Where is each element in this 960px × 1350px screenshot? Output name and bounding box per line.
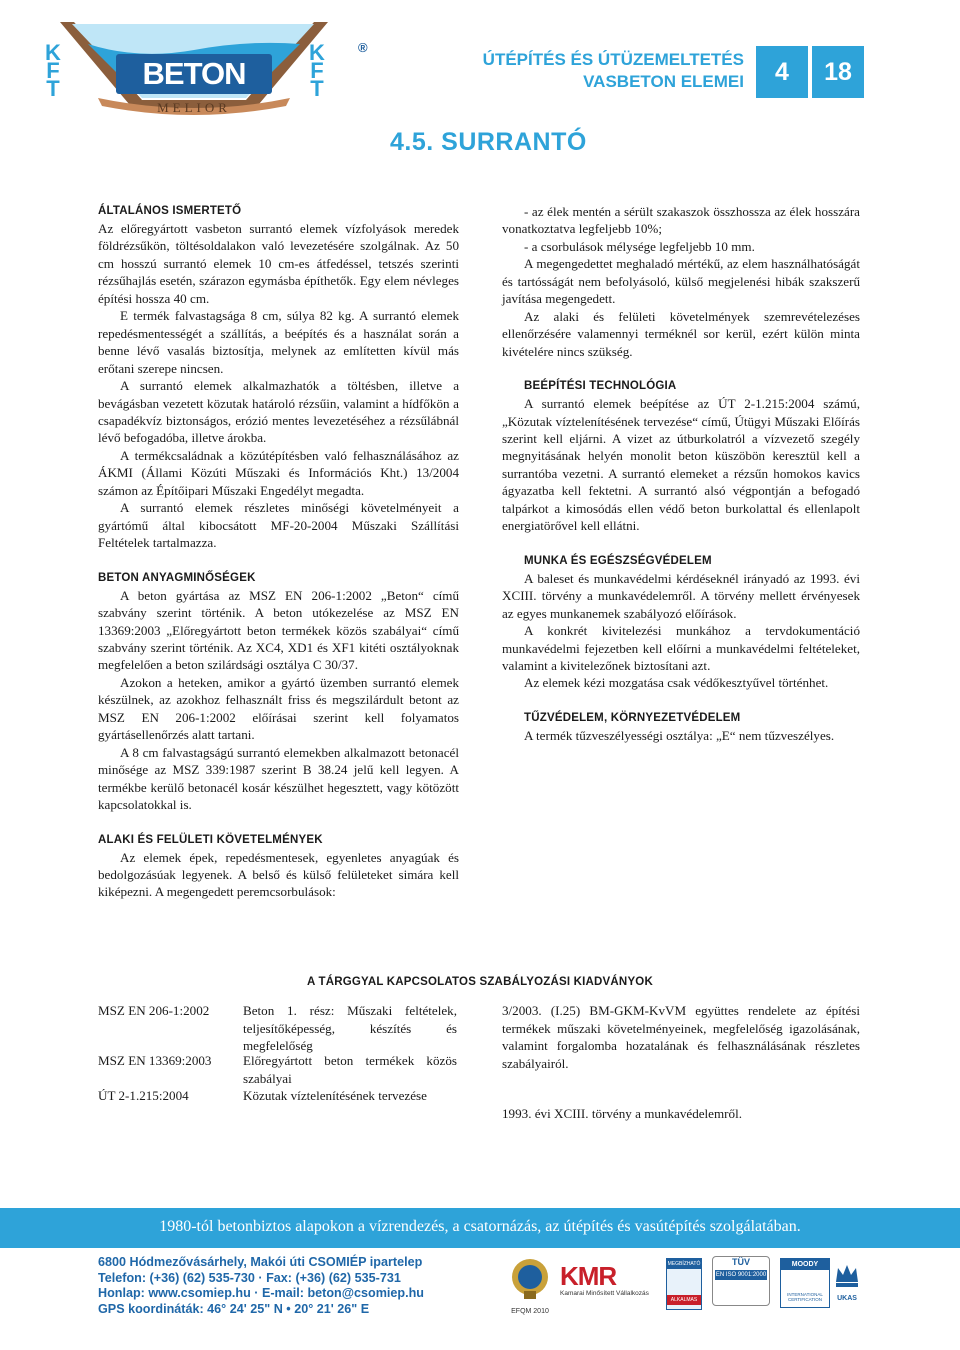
paragraph: Az előregyártott vasbeton surrantó elemek vízfolyások meredek földrézsűkön, töltésoldalakon való levezetésére szolgálnak. Az 50 cm hosszú surrantó elemek 10 cm-es átfedéssel, tetszés szerinti rézsűhajlás esetén, szárazon egymásba építhetők. Egy elem névleges építési hossza 40 cm. [98, 221, 459, 306]
regulations-heading: A TÁRGGYAL KAPCSOLATOS SZABÁLYOZÁSI KIADVÁNYOK [307, 976, 653, 988]
paragraph: E termék falvastagsága 8 cm, súlya 82 kg. A surrantó elemek repedésmentességét a szállítás, a beépítés és a használat során a benne lévő vasalás biztosítja, melynek az említetten kívül más erőtani szerepe nincsen. [98, 308, 459, 376]
footer-contact [98, 1255, 424, 1317]
kft-letters-right: K F T [309, 40, 325, 101]
chapter-badge: 4 [756, 46, 808, 98]
list-item: - a csorbulások mélysége legfeljebb 10 mm. [524, 238, 755, 254]
address: 6800 Hódmezővásárhely, Makói úti CSOMIÉP ipartelep [98, 1255, 423, 1269]
regulation-code: MSZ EN 206-1:2002 [98, 1003, 210, 1018]
section-title: 4.5. SURRANTÓ [390, 128, 587, 156]
header-title-line2: VASBETON ELEMEI [583, 72, 744, 91]
efqm-award-icon [505, 1255, 555, 1313]
moody-sub: INTERNATIONAL CERTIFICATION [787, 1292, 823, 1302]
reliable-company-badge [666, 1258, 702, 1310]
phone-fax: Telefon: (+36) (62) 535-730 · Fax: (+36) (62) 535-731 [98, 1270, 401, 1285]
decree-code: 3/2003. (I.25) BM-GKM-KvVM [502, 1003, 687, 1018]
efqm-label: EFQM 2010 [511, 1308, 549, 1315]
decree-desc: együttes rendelete az építési termékek műszaki követelményeinek, megfelelőség igazolásának, valamint forgalomba hozatalának és felhasználásának részletes szabályairól. [502, 1003, 860, 1071]
badge-title: MEGBÍZHATÓ [667, 1261, 701, 1267]
heading-shape: ALAKI ÉS FELÜLETI KÖVETELMÉNYEK [98, 833, 323, 846]
ukas-label: UKAS [837, 1295, 857, 1302]
heading-installation: BEÉPÍTÉSI TECHNOLÓGIA [524, 380, 677, 393]
tuv-label: TÜV [732, 1257, 750, 1267]
gps-coordinates: GPS koordináták: 46° 24' 25" N • 20° 21' 26" E [98, 1301, 370, 1316]
kmr-logo [560, 1262, 656, 1308]
heading-materials: BETON ANYAGMINŐSÉGEK [98, 571, 256, 584]
right-column [502, 203, 860, 744]
list-item: - az élek mentén a sérült szakaszok összhossza az élek hosszára vonatkoztatva legfeljebb 10%; [502, 204, 860, 237]
law-desc: a munkavédelemről. [635, 1106, 743, 1121]
paragraph: A surrantó elemek alkalmazhatók a töltésben, illetve a bevágásban vezetett közutak határoló rézsűin, valamint a hídfőkön a csapadékvíz biztonságos, erózió mentes levezetéséhez a rézsűlábnál lévő befogadóba, illetve árokba. [98, 378, 459, 446]
paragraph: A beton gyártása az MSZ EN 206-1:2002 „Beton“ című szabvány szerint történik. A beton utókezelése az MSZ EN 13369:2003 „Előregyártott beton termékek közös szabályai“ című szabvány szerint történik. Az XC4, XD1 és XF1 kitéti osztályoknak megfelelően a beton szilárdsági osztálya C 30/37. [98, 587, 459, 673]
regulation-desc: Előregyártott beton termékek közös szabályai [243, 1053, 457, 1086]
web-email: Honlap: www.csomiep.hu · E-mail: beton@csomiep.hu [98, 1286, 424, 1301]
paragraph: A surrantó elemek beépítése az ÚT 2-1.215:2004 számú, „Közutak víztelenítésének tervezése“ című, Útügyi Műszaki Előírás szerint kell eljárni. A vizet az útburkolatról a vízvezető szegély megnyitásának helyén monolit beton küszöbön keresztül kell a surrantóba vezetni. A surrantó elemeket a rézsűn homokos kavics ágyazatba kell fektetni. A surrantó alsó végpontján a befogadó talpárkot a kimosódás ellen védő beton burkolattal és ellenlapolt energiatörővel kell ellátni. [502, 396, 860, 534]
header-title-line1: ÚTÉPÍTÉS ÉS ÚTÜZEMELTETÉS [482, 50, 744, 69]
left-column [98, 203, 459, 901]
kmr-text: KMR [560, 1261, 617, 1291]
paragraph: Az alaki és felületi követelmények szemrevételezéses ellenőrzésére valamennyi terméknél sor kerül, ezért külön minta kivételére nincs szükség. [502, 308, 860, 359]
tuv-certificate [712, 1256, 770, 1306]
regulation-code: MSZ EN 13369:2003 [98, 1053, 212, 1068]
paragraph: A baleset és munkavédelmi kérdéseknél irányadó az 1993. évi XCIII. törvény a munkavédelemről. A törvény mellett érvényesek az egyes munkanemek szabályozó előírások. [502, 570, 860, 621]
kmr-sub: Kamarai Minősített Vállalkozás [560, 1290, 649, 1297]
heading-safety: MUNKA ÉS EGÉSZSÉGVÉDELEM [524, 554, 712, 567]
regulation-desc: Közutak víztelenítésének tervezése [243, 1088, 427, 1103]
paragraph: A surrantó elemek részletes minőségi követelményeit a gyártómű által kibocsátott MF-20-2004 Műszaki Szállítási Feltételek tartalmazza. [98, 500, 459, 551]
logo-main-text: BETON [142, 56, 246, 91]
paragraph: A termék tűzveszélyességi osztálya: „E“ nem tűzveszélyes. [524, 727, 835, 743]
badge-emblem-icon [667, 1269, 701, 1295]
ukas-certificate [832, 1260, 862, 1304]
paragraph: Az elemek épek, repedésmentesek, egyenletes anyagúak és bedolgozásúak legyenek. A belső és külső felületeket simára kell kiképezni. A megengedett peremcsorbulások: [98, 849, 459, 900]
moody-certificate [780, 1258, 830, 1308]
moody-title: MOODY [781, 1259, 829, 1270]
law-code: 1993. évi XCIII. törvény [502, 1106, 632, 1121]
paragraph: A termékcsaládnak a közútépítésben való felhasználásához az ÁKMI (Állami Közúti Műszaki és Információs Kht.) 13/2004 számon az Építőipari Műszaki Engedélyt megadta. [98, 447, 459, 498]
paragraph: Az elemek kézi mozgatása csak védőkesztyűvel történhet. [524, 675, 829, 691]
paragraph: A konkrét kivitelezési munkához a tervdokumentáció munkavédelmi fejezetben kell előírni a munkavédelmi feltételeket, valamint a kivitelezőnek biztosítani azt. [502, 623, 860, 673]
heading-fire: TŰZVÉDELEM, KÖRNYEZETVÉDELEM [524, 711, 741, 724]
regulation-code: ÚT 2-1.215:2004 [98, 1088, 189, 1103]
registered-mark: ® [358, 40, 368, 55]
paragraph: Azokon a heteken, amikor a gyártó üzemben surrantó elemek készülnek, az azokhoz felhasznált friss és megszilárdult betont az MSZ EN 206-1:2002 előírásai szerint kell folyamatos gyártásellenőrzés alatt tartani. [98, 674, 459, 743]
regulation-desc: Beton 1. rész: Műszaki feltételek, teljesítőképesség, készítés és megfelelőség [243, 1003, 457, 1053]
footer-slogan: 1980-tól betonbiztos alapokon a vízrendezés, a csatornázás, az útépítés és vasútépítés szolgálatában. [159, 1218, 801, 1235]
badge-sub: ALKALMAS [667, 1295, 701, 1305]
regulation-decree [502, 1002, 860, 1072]
moody-emblem-icon [781, 1270, 829, 1292]
paragraph: A megengedettet meghaladó mértékű, az elem használhatóságát és tartósságát nem befolyásoló, külső megjelenési hibák szakszerű javítása megengedett. [502, 256, 860, 307]
company-logo [38, 14, 368, 126]
regulation-law [502, 1105, 860, 1123]
logo-sub-text: MELIOR [157, 100, 231, 115]
kft-letters-left: K F T [45, 40, 61, 101]
paragraph: A 8 cm falvastagságú surrantó elemekben alkalmazott betonacél minősége az MSZ 339:1987 szerint B 38.24 jelű kell legyen. A termékbe kerülő betonacél kosár készülhet hegesztett, vagy kötözött kapcsolatokkal is. [98, 744, 459, 813]
iso-code: EN ISO 9001:2000 [715, 1272, 767, 1278]
heading-general: ÁLTALÁNOS ISMERTETŐ [98, 205, 242, 217]
page-badge: 18 [812, 46, 864, 98]
crown-icon [833, 1260, 861, 1290]
